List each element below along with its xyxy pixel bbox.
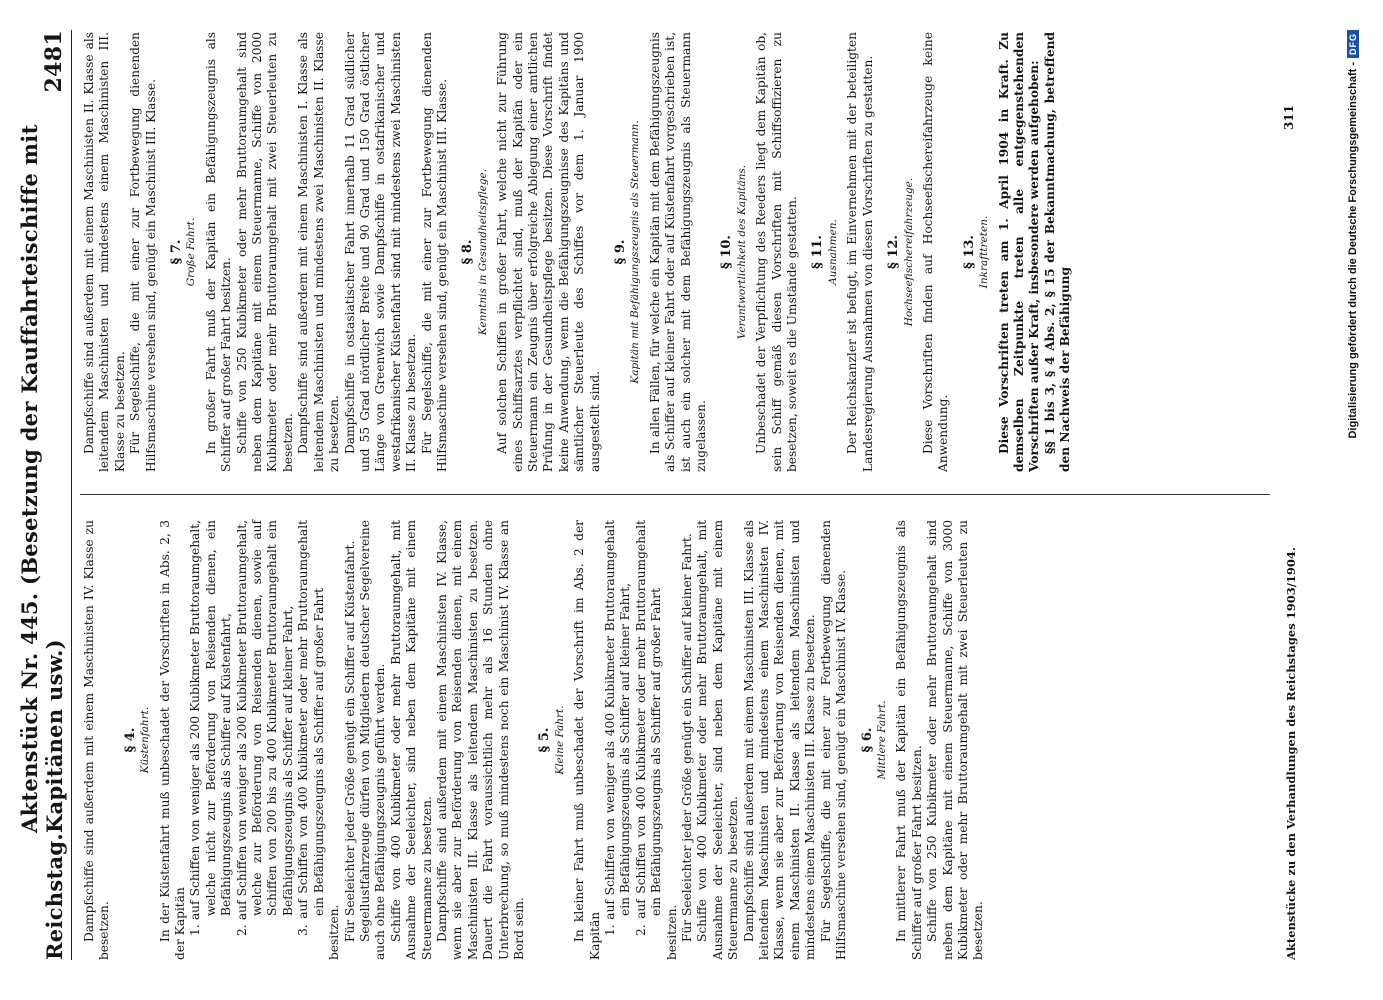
paragraph: Für Segelschiffe, die mit einer zur Fortbewegung dienenden Hilfsmaschine versehen sind, genügt ein Maschinist III. Klasse. <box>128 32 158 472</box>
digitization-note <box>1342 10 1364 990</box>
paragraph: Dampfschiffe sind außerdem mit einem Maschinisten III. Klasse als leitendem Maschinisten und mindestens einem Maschinisten IV. Klasse, wenn sie aber zur Beförderung von Reisenden dienen, mit einem Maschinisten II. Klasse als leitendem Maschinisten und mindestens einem Maschinisten III. Klasse zu besetzen. <box>741 520 818 960</box>
paragraph: Unbeschadet der Verpflichtung des Reeders liegt dem Kapitän ob, sein Schiff gemäß diesen Vorschriften mit Schiffsoffizieren zu besetzen, soweit es die Umstände gestatten. <box>754 32 800 472</box>
paragraph: 3. auf Schiffen von 400 Kubikmeter oder mehr Bruttoraumgehalt ein Befähigungszeugnis als Schiffer auf großer Fahrt <box>296 520 326 936</box>
section-subtitle: Küstenfahrt. <box>139 706 152 774</box>
dfg-logo: DFG <box>1347 30 1359 58</box>
section-heading: § 5. <box>537 727 553 753</box>
section-subtitle: Kleine Fahrt. <box>553 705 566 775</box>
section-subtitle: Kenntnis in Gesundheitspflege. <box>476 168 489 336</box>
footer-source: Aktenstücke zu den Verhandlungen des Reichstages 1903/1904. <box>1284 547 1298 960</box>
section-subtitle: Hochseefischereifahrzeuge. <box>902 177 915 327</box>
paragraph: besitzen. <box>664 904 679 960</box>
digitization-text: Digitalisierung gefördert durch die Deutsche Forschungsgemeinschaft - <box>1347 62 1359 439</box>
section-heading: § 6. <box>859 727 875 753</box>
right-column <box>82 32 1074 472</box>
footer-sheet-number: 311 <box>1282 104 1296 130</box>
paragraph: Schiffe von 400 Kubikmeter oder mehr Bruttoraumgehalt, mit Ausnahme der Seeleichter, sind neben dem Kapitäne mit einem Steuermanne zu besetzen. <box>388 520 434 960</box>
header-left: Reichstag. <box>42 833 67 960</box>
paragraph: Für Seeleichter jeder Größe genügt ein Schiffer auf Küstenfahrt. <box>342 540 357 942</box>
paragraph: Schiffe von 250 Kubikmeter oder mehr Bruttoraumgehalt sind neben dem Kapitäne mit einem Steuermanne, Schiffe von 2000 Kubikmeter oder mehr Bruttoraumgehalt mit zwei Steuerleuten zu besetzen. <box>234 32 295 472</box>
paragraph: Schiffe von 400 Kubikmeter oder mehr Bruttoraumgehalt, mit Ausnahme der Seeleichter, sind neben dem Kapitäne mit einem Steuermanne zu besetzen. <box>695 520 741 960</box>
paragraph: In der Küstenfahrt muß unbeschadet der Vorschriften in Abs. 2, 3 der Kapitän <box>157 520 188 960</box>
paragraph: Auf solchen Schiffen in großer Fahrt, welche nicht zur Führung eines Schiffsarztes verpflichtet sind, muß der Kapitän oder ein Steuermann ein Zeugnis über erfolgreiche Ablegung einer amtlichen Prüfung in der Gesundheitspflege besitzen. Diese Vorschrift findet keine Anwendung, wenn die Befähigungszeugnisse des Kapitäns und sämtlicher Steuerleute des Schiffes vor dem 1. Januar 1900 ausgestellt sind. <box>495 32 602 472</box>
paragraph: Dampfschiffe sind außerdem mit einem Maschinisten I. Klasse als leitendem Maschinisten und mindestens zwei Maschinisten II. Klasse zu besetzen. <box>296 32 342 472</box>
left-column <box>82 520 987 960</box>
page-header <box>17 30 72 960</box>
paragraph: Dampfschiffe sind außerdem mit einem Maschinisten IV. Klasse zu besetzen. <box>82 520 112 960</box>
paragraph: In mittlerer Fahrt muß der Kapitän ein Befähigungszeugnis als Schiffer auf großer Fahrt besitzen. <box>894 520 924 960</box>
paragraph: Dampfschiffe sind außerdem mit einem Maschinisten II. Klasse als leitendem Maschinisten und mindestens einem Maschinisten III. Klasse zu besetzen. <box>82 32 127 472</box>
paragraph: Segellustfahrzeuge dürfen von Mitgliedern deutscher Segelvereine auch ohne Befähigungszeugnis geführt werden. <box>357 520 388 960</box>
section-subtitle: Mittlere Fahrt. <box>875 700 888 780</box>
section-heading: § 13. <box>961 235 977 269</box>
paragraph: §§ 1 bis 3, § 4 Abs. 2, § 15 der Bekanntmachung, betreffend den Nachweis der Befähigung <box>1042 32 1073 472</box>
paragraph: 2. auf Schiffen von 400 Kubikmeter oder mehr Bruttoraumgehalt ein Befähigungszeugnis als Schiffer auf großer Fahrt <box>633 520 664 936</box>
paragraph: besitzen. <box>327 904 342 960</box>
section-subtitle: Kapitän mit Befähigungszeugnis als Steuermann. <box>629 120 642 384</box>
section-heading: § 4. <box>122 727 138 753</box>
paragraph: Dampfschiffe in ostasiatischer Fahrt innerhalb 11 Grad südlicher und 55 Grad nördlicher Breite und 90 Grad und 150 Grad östlicher Länge von Greenwich sowie Dampfschiffe in ostafrikanischer und westafrikanischer Küstenfahrt sind mit mindestens zwei Maschinisten II. Klasse zu besetzen. <box>342 32 419 472</box>
section-subtitle: Ausnahmen. <box>826 219 839 285</box>
paragraph: Dampfschiffe sind außerdem mit einem Maschinisten IV. Klasse, wenn sie aber zur Beförderung von Reisenden dienen, mit einem Maschinisten III. Klasse als leitendem Maschinisten zu besetzen. Dauert die Fahrt voraussichtlich mehr als 16 Stunden ohne Unterbrechung, so muß mindestens noch ein Maschinist IV. Klasse an Bord sein. <box>434 520 526 960</box>
paragraph: Für Seeleichter jeder Größe genügt ein Schiffer auf kleiner Fahrt. <box>680 533 695 942</box>
paragraph: Der Reichskanzler ist befugt, im Einvernehmen mit der beteiligten Landesregierung Ausnahmen von diesen Vorschriften zu gestatten. <box>845 32 875 472</box>
paragraph: Diese Vorschriften finden auf Hochseefischereifahrzeuge keine Anwendung. <box>920 32 951 472</box>
column-divider <box>80 494 1270 495</box>
section-heading: § 8. <box>460 239 476 265</box>
section-subtitle: Inkrafttreten. <box>978 215 991 289</box>
paragraph: Schiffe von 250 Kubikmeter oder mehr Bruttoraumgehalt sind neben dem Kapitäne mit einem Steuermanne, Schiffe von 3000 Kubikmeter oder mehr Bruttoraumgehalt mit zwei Steuerleuten zu besetzen. <box>925 520 986 960</box>
page-number: 2481 <box>41 30 67 93</box>
section-subtitle: Verantwortlichkeit des Kapitäns. <box>735 164 748 340</box>
paragraph: 1. auf Schiffen von weniger als 400 Kubikmeter Bruttoraumgehalt ein Befähigungszeugnis als Schiffer auf kleiner Fahrt, <box>603 520 633 936</box>
paragraph: 1. auf Schiffen von weniger als 200 Kubikmeter Bruttoraumgehalt, welche nicht zur Beförderung von Reisenden dienen, ein Befähigungszeugnis als Schiffer auf Küstenfahrt, <box>188 520 234 936</box>
document-page <box>17 30 1322 960</box>
paragraph: Für Segelschiffe, die mit einer zur Fortbewegung dienenden Hilfsmaschine versehen sind, genügt ein Maschinist IV. Klasse. <box>818 520 849 960</box>
section-subtitle: Große Fahrt. <box>185 217 198 287</box>
paragraph: Für Segelschiffe, die mit einer zur Fortbewegung dienenden Hilfsmaschine versehen sind, genügt ein Maschinist III. Klasse. <box>419 32 449 472</box>
paragraph: 2. auf Schiffen von weniger als 200 Kubikmeter Bruttoraumgehalt, welche zur Beförderung von Reisenden dienen, sowie auf Schiffen von 200 bis zu 400 Kubikmeter Bruttoraumgehalt ein Befähigungszeugnis als Schiffer auf kleiner Fahrt, <box>234 520 295 936</box>
paragraph: In großer Fahrt muß der Kapitän ein Befähigungszeugnis als Schiffer auf großer Fahrt besitzen. <box>203 32 234 472</box>
section-heading: § 12. <box>886 235 902 269</box>
section-heading: § 10. <box>719 235 735 269</box>
paragraph: In allen Fällen, für welche ein Kapitän mit dem Befähigungszeugnis als Schiffer auf kleiner Fahrt oder auf Küstenfahrt vorgeschrieben ist, ist auch ein solcher mit dem Befähigungszeugnis als Steuermann zugelassen. <box>647 32 709 472</box>
paragraph: Diese Vorschriften treten am 1. April 1904 in Kraft. Zu demselben Zeitpunkte treten alle entgegenstehenden Vorschriften außer Kraft, insbesondere werden aufgehoben: <box>996 32 1042 472</box>
section-heading: § 11. <box>810 235 826 269</box>
section-heading: § 9. <box>613 239 628 265</box>
section-heading: § 7. <box>169 239 185 265</box>
header-title: Aktenstück Nr. 445. (Besetzung der Kauffahrteischiffe mit Kapitänen usw.) <box>17 124 67 834</box>
paragraph: In kleiner Fahrt muß unbeschadet der Vorschrift im Abs. 2 der Kapitän <box>572 520 602 960</box>
